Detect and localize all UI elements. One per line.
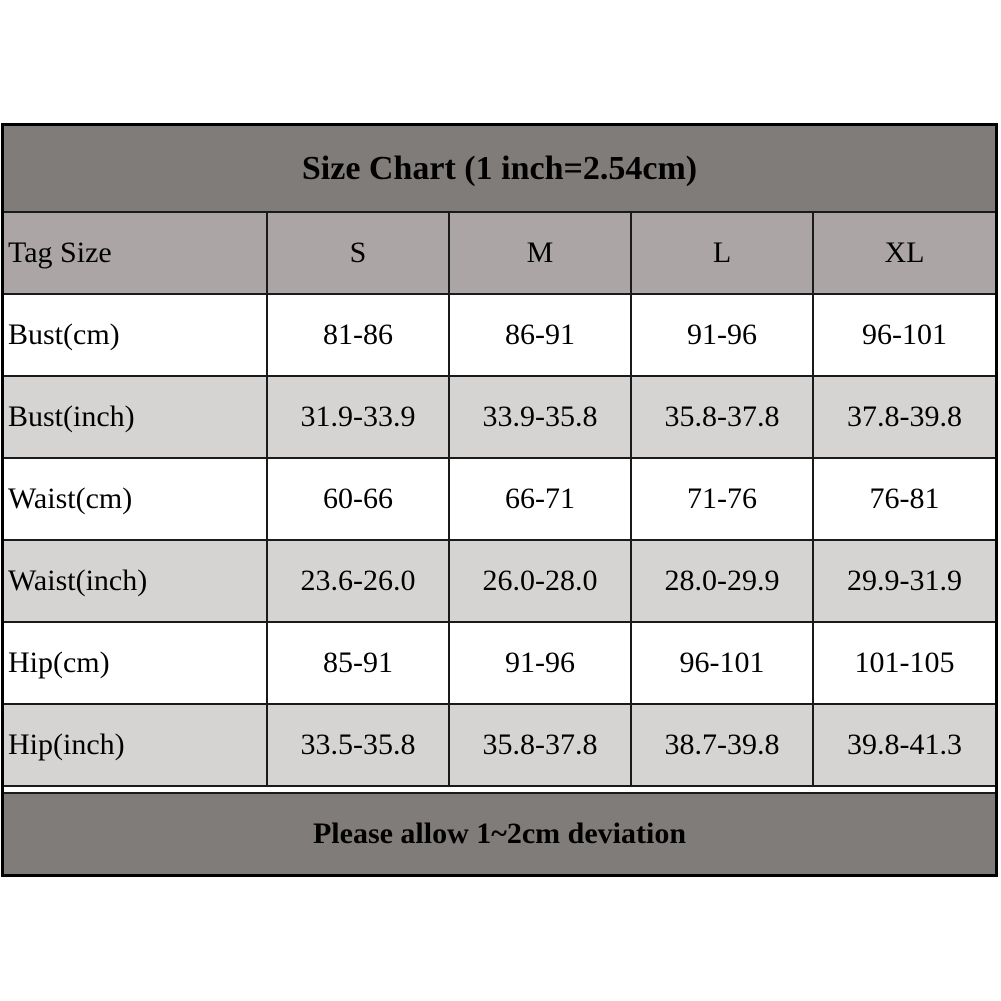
table-cell: 31.9-33.9 xyxy=(267,376,449,458)
row-label: Waist(inch) xyxy=(4,540,267,622)
table-cell: 23.6-26.0 xyxy=(267,540,449,622)
table-cell: 26.0-28.0 xyxy=(449,540,631,622)
table-cell: 71-76 xyxy=(631,458,813,540)
row-label: Hip(inch) xyxy=(4,704,267,786)
size-header-l: L xyxy=(631,212,813,294)
table-row xyxy=(4,458,995,540)
table-cell: 39.8-41.3 xyxy=(813,704,995,786)
row-label: Bust(inch) xyxy=(4,376,267,458)
table-cell: 33.5-35.8 xyxy=(267,704,449,786)
table-row xyxy=(4,622,995,704)
table-row xyxy=(4,376,995,458)
table-cell: 96-101 xyxy=(813,294,995,376)
table-cell: 38.7-39.8 xyxy=(631,704,813,786)
table-cell: 96-101 xyxy=(631,622,813,704)
table-row xyxy=(4,704,995,786)
table-cell: 28.0-29.9 xyxy=(631,540,813,622)
table-cell: 91-96 xyxy=(631,294,813,376)
table-row xyxy=(4,294,995,376)
size-chart xyxy=(1,123,998,877)
table-cell: 33.9-35.8 xyxy=(449,376,631,458)
table-cell: 76-81 xyxy=(813,458,995,540)
table-cell: 81-86 xyxy=(267,294,449,376)
size-header-m: M xyxy=(449,212,631,294)
table-cell: 37.8-39.8 xyxy=(813,376,995,458)
row-label: Hip(cm) xyxy=(4,622,267,704)
table-cell: 91-96 xyxy=(449,622,631,704)
header-label: Tag Size xyxy=(4,212,267,294)
table-cell: 86-91 xyxy=(449,294,631,376)
size-header-xl: XL xyxy=(813,212,995,294)
table-cell: 60-66 xyxy=(267,458,449,540)
table-cell: 66-71 xyxy=(449,458,631,540)
deviation-note: Please allow 1~2cm deviation xyxy=(4,792,995,874)
chart-title: Size Chart (1 inch=2.54cm) xyxy=(4,126,995,211)
size-header-s: S xyxy=(267,212,449,294)
table-cell: 35.8-37.8 xyxy=(631,376,813,458)
table-cell: 29.9-31.9 xyxy=(813,540,995,622)
header-row xyxy=(4,212,995,294)
table-cell: 85-91 xyxy=(267,622,449,704)
table-cell: 35.8-37.8 xyxy=(449,704,631,786)
table-cell: 101-105 xyxy=(813,622,995,704)
row-label: Bust(cm) xyxy=(4,294,267,376)
table-row xyxy=(4,540,995,622)
size-table xyxy=(4,211,995,787)
row-label: Waist(cm) xyxy=(4,458,267,540)
